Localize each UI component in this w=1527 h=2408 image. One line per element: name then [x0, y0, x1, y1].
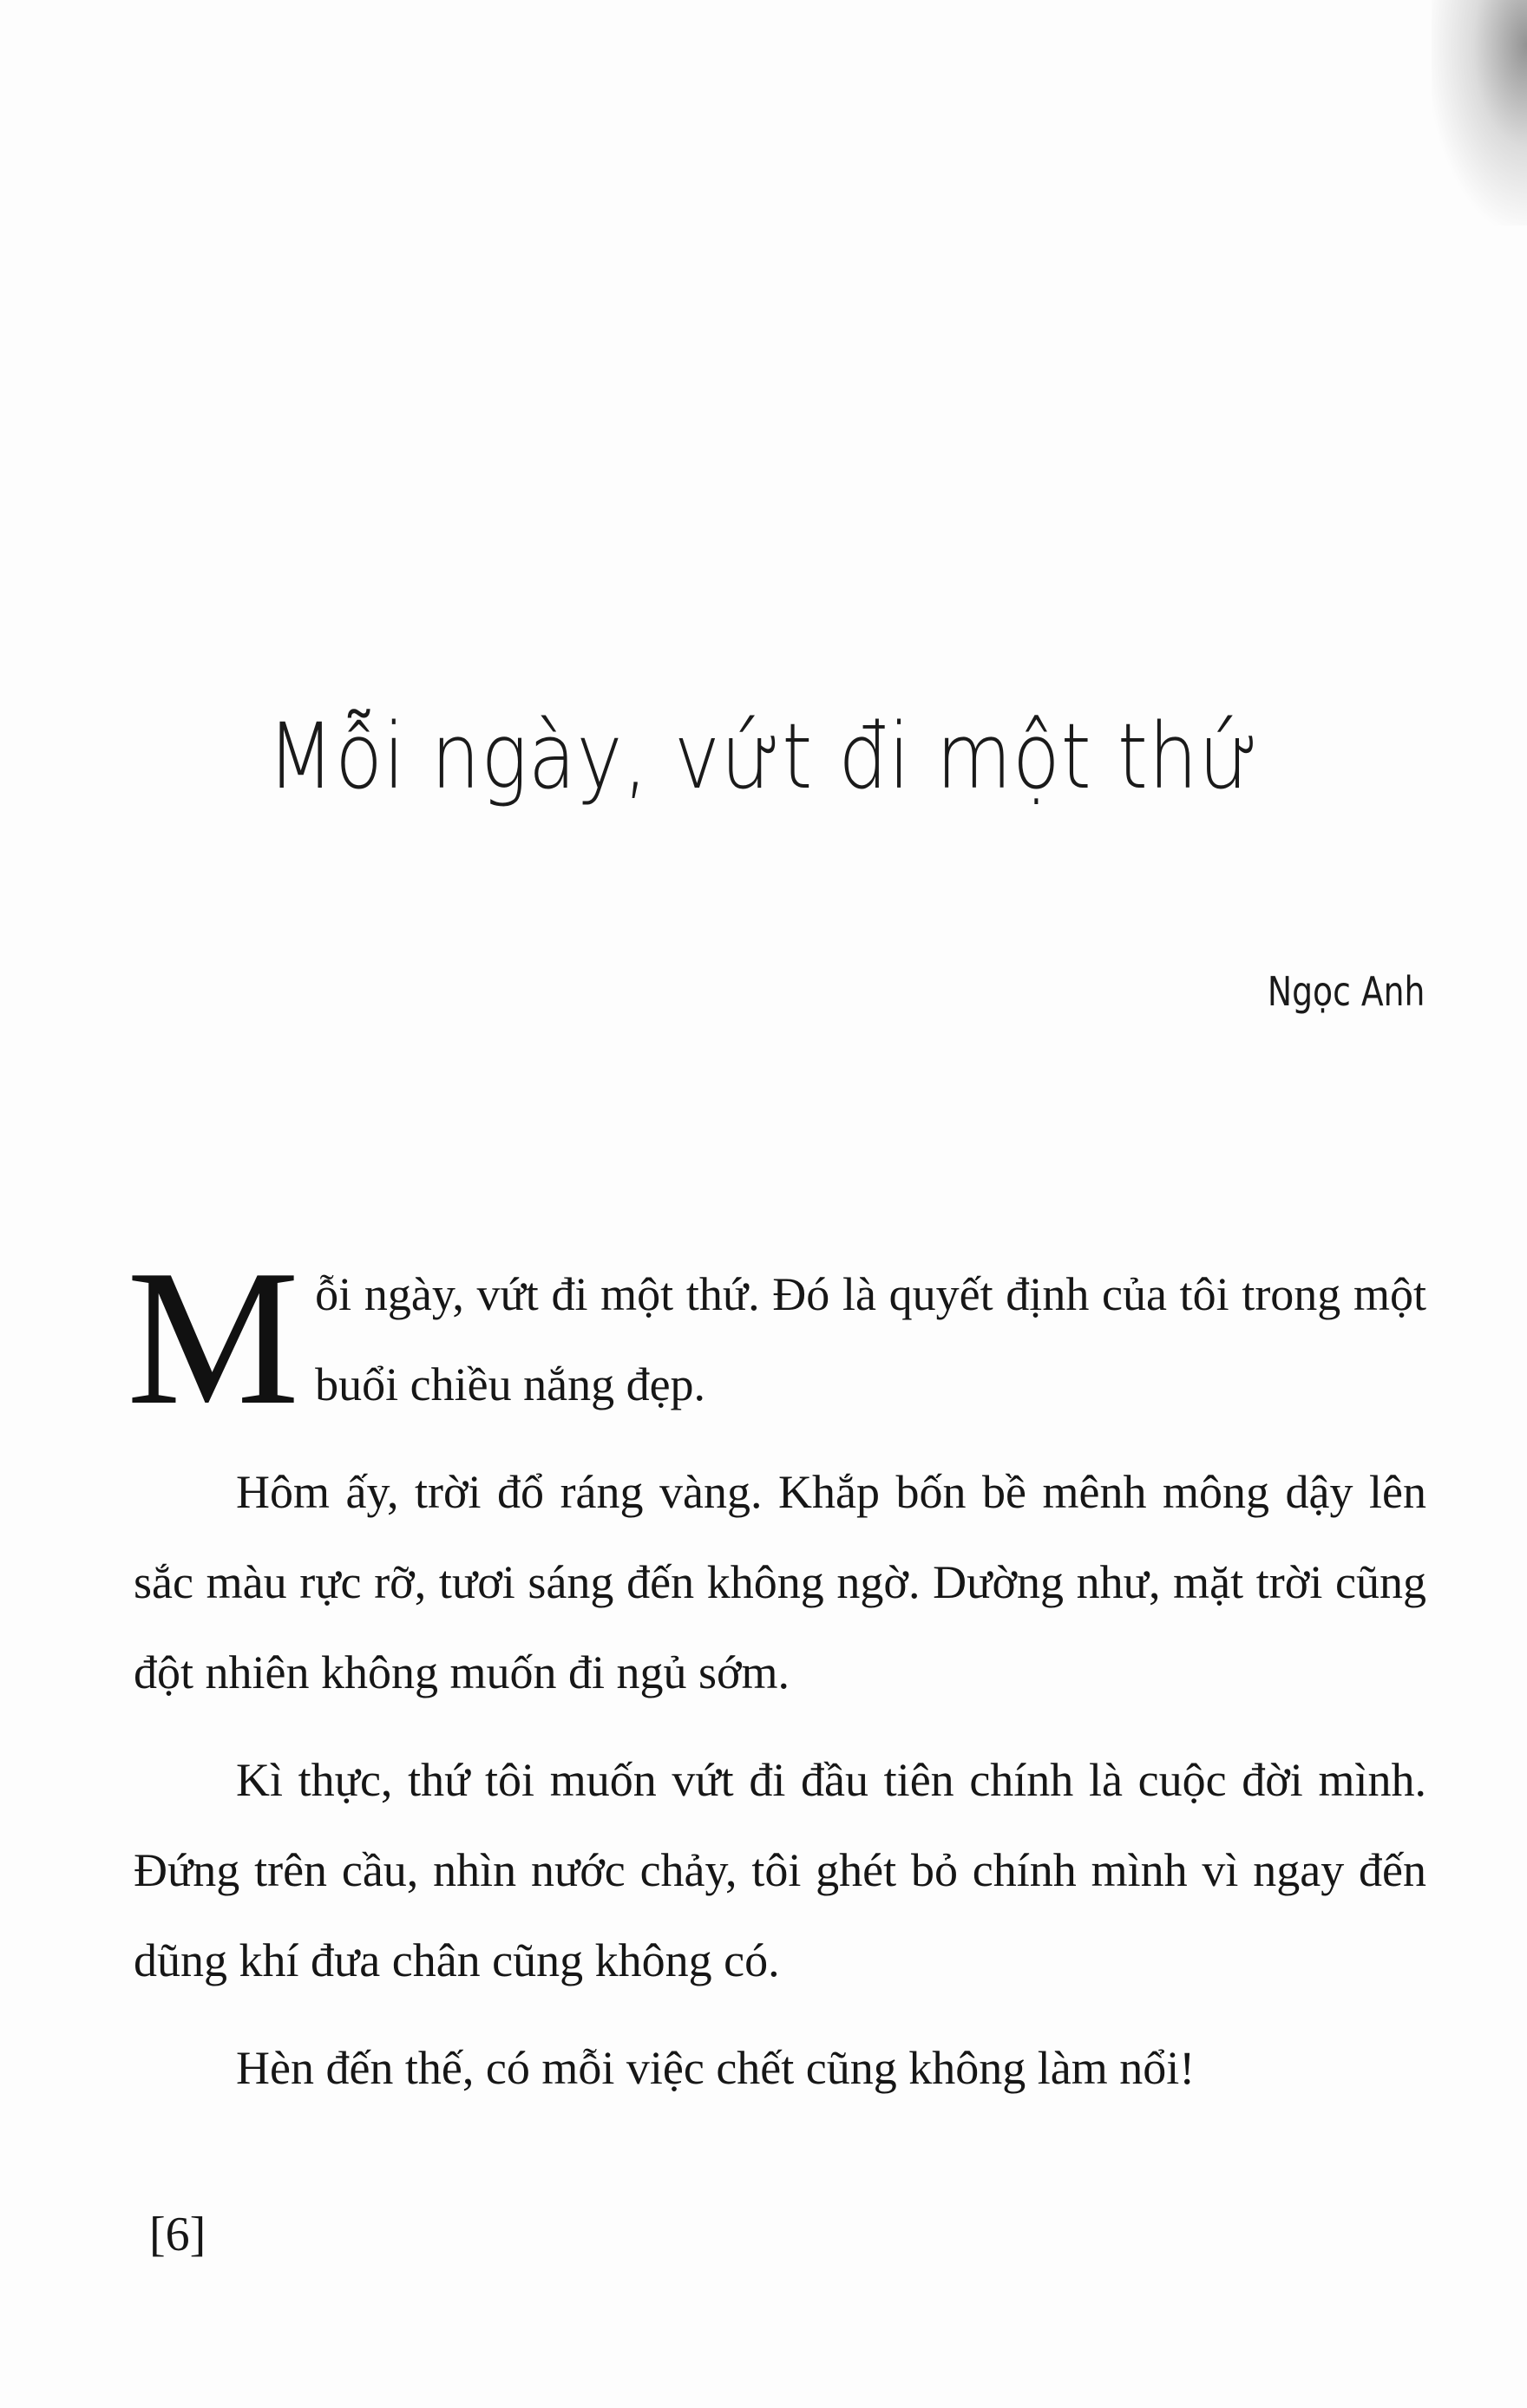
paragraph: Hèn đến thế, có mỗi việc chết cũng không làm nổi!	[236, 2042, 1196, 2094]
page-edge-shadow	[1432, 0, 1527, 226]
chapter-title: Mỗi ngày, vứt đi một thứ	[267, 703, 1260, 809]
paragraph: Hôm ấy, trời đổ ráng vàng. Khắp bốn bề mênh mông dậy lên sắc màu rực rỡ, tươi sáng đến không ngờ. Dường như, mặt trời cũng đột nhiên không muốn đi ngủ sớm.	[134, 1466, 1426, 1698]
page-number: [6]	[149, 2208, 206, 2261]
paragraph: Kì thực, thứ tôi muốn vứt đi đầu tiên chính là cuộc đời mình. Đứng trên cầu, nhìn nước chảy, tôi ghét bỏ chính mình vì ngay đến dũng khí đưa chân cũng không có.	[134, 1754, 1426, 1986]
author-name: Ngọc Anh	[1267, 968, 1425, 1015]
body-text	[127, 1230, 1426, 2130]
opening-text: ỗi ngày, vứt đi một thứ. Đó là quyết định của tôi trong một buổi chiều nắng đẹp.	[315, 1268, 1426, 1410]
opening-paragraph	[127, 1230, 1426, 1445]
drop-cap: M	[127, 1230, 300, 1445]
